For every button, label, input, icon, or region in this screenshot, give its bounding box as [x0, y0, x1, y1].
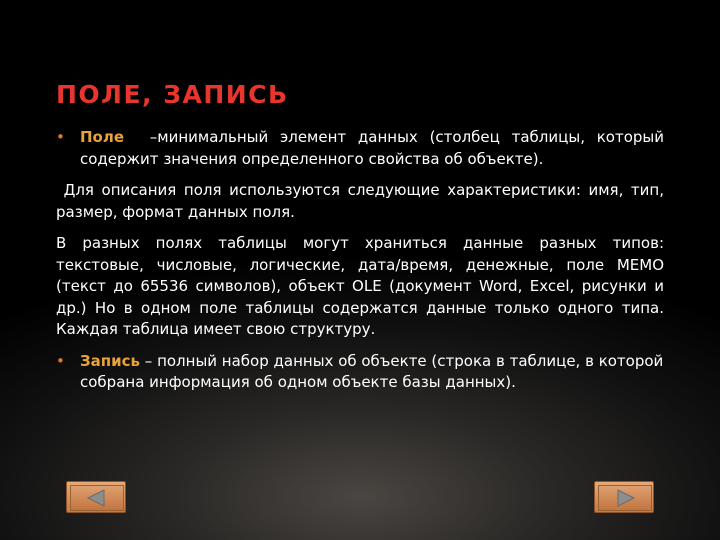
term-record: Запись	[80, 351, 141, 370]
bullet-field	[56, 127, 664, 170]
bullet-icon: •	[56, 128, 65, 146]
characteristics-paragraph: Для описания поля используются следующие характеристики: имя, тип, размер, формат данных поля.	[56, 181, 669, 221]
types-paragraph: В разных полях таблицы могут храниться данные разных типов: текстовые, числовые, логические, дата/время, денежные, поле MEMO (текст до 65536 символов), объект OLE (документ Word, Excel, рисунки и др.) Но в одном поле таблицы содержатся данные только одного типа. Каждая таблица имеет свою структуру.	[56, 234, 664, 338]
bullet-icon: •	[56, 351, 65, 370]
triangle-right-icon	[595, 482, 655, 514]
field-definition: –минимальный элемент данных (столбец таблицы, который содержит значения определенного свойства об объекте).	[80, 128, 664, 168]
record-definition: – полный набор данных об объекте (строка в таблице, в которой собрана информация об одном объекте базы данных).	[80, 351, 664, 391]
next-slide-button[interactable]	[594, 481, 654, 513]
bullet-record	[56, 351, 664, 394]
slide-title: ПОЛЕ, ЗАПИСЬ	[56, 80, 289, 109]
term-field: Поле	[80, 128, 125, 146]
slide-content	[56, 127, 669, 404]
triangle-left-icon	[67, 482, 127, 514]
previous-slide-button[interactable]	[66, 481, 126, 513]
